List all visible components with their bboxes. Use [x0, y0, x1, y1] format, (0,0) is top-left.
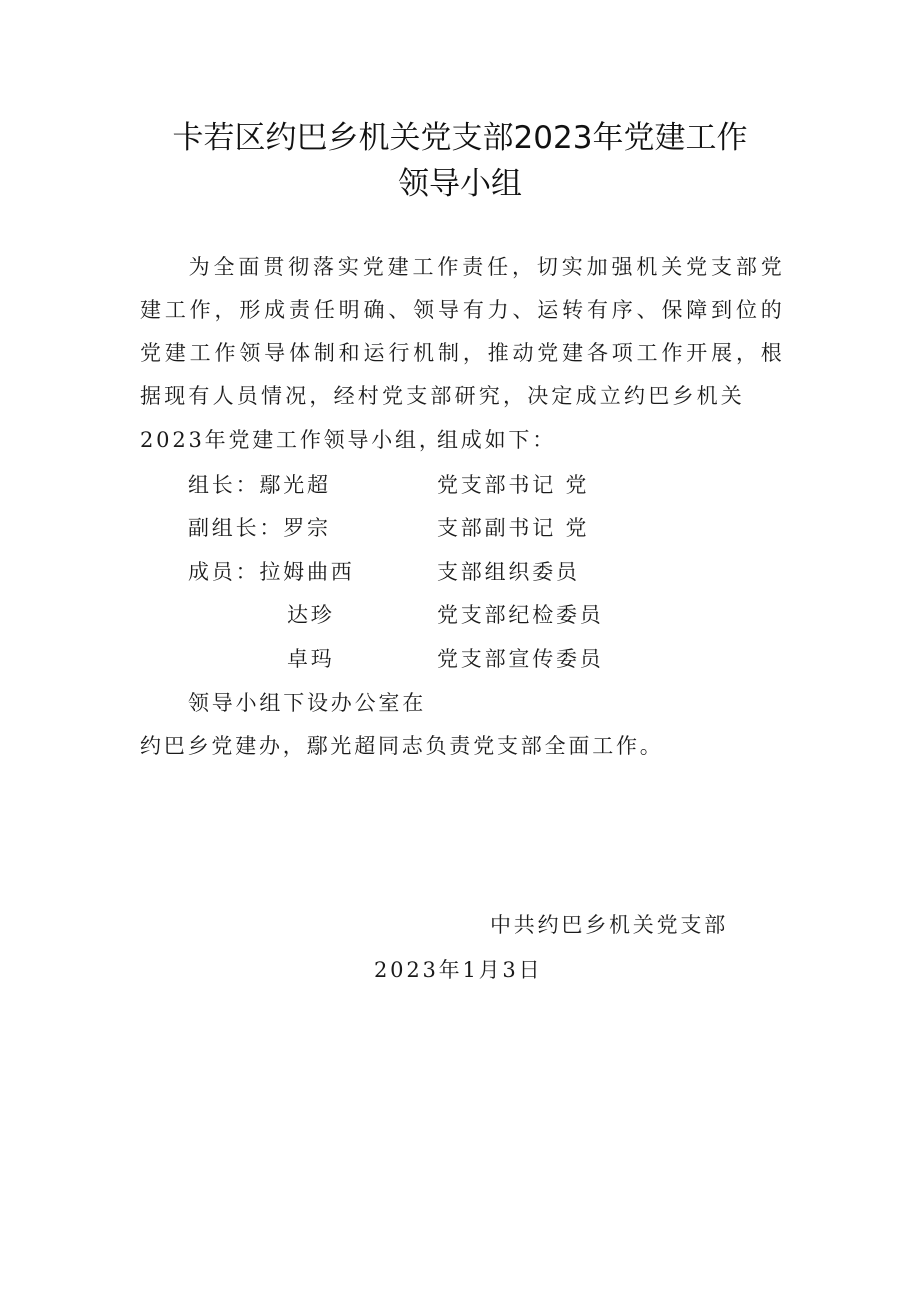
member-role-member2: 达珍 — [287, 603, 335, 627]
group-line-right: 组成如下： — [437, 428, 556, 452]
member-role-member3: 卓玛 — [287, 647, 335, 671]
document-title-line1: 卡若区约巴乡机关党支部2023年党建工作 — [172, 120, 748, 156]
member-role-deputy: 副组长：罗宗 — [188, 516, 331, 540]
member-position-member2: 党支部纪检委员 — [437, 603, 604, 627]
signature-date: 2023年1月3日 — [374, 958, 543, 982]
body-paragraph — [140, 246, 785, 418]
signature-organization: 中共约巴乡机关党支部 — [490, 913, 728, 937]
body-paragraph-text: 为全面贯彻落实党建工作责任，切实加强机关党支部党建工作，形成责任明确、领导有力、运转有序、保障到位的党建工作领导体制和运行机制，推动党建各项工作开展，根据现有人员情况，经村党支部研究，决定成立约巴乡机关 — [140, 255, 785, 408]
member-position-deputy: 支部副书记 党 — [437, 516, 590, 540]
member-position-member3: 党支部宣传委员 — [437, 647, 604, 671]
office-line1: 领导小组下设办公室在 — [188, 691, 426, 715]
member-position-leader: 党支部书记 党 — [437, 473, 590, 497]
member-role-leader: 组长：鄢光超 — [188, 473, 331, 497]
member-role-member1: 成员：拉姆曲西 — [188, 560, 355, 584]
office-line2: 约巴乡党建办，鄢光超同志负责党支部全面工作。 — [140, 734, 664, 758]
document-title-line2: 领导小组 — [398, 166, 522, 202]
member-position-member1: 支部组织委员 — [437, 560, 580, 584]
group-line-left: 2023年党建工作领导小组， — [140, 428, 443, 452]
